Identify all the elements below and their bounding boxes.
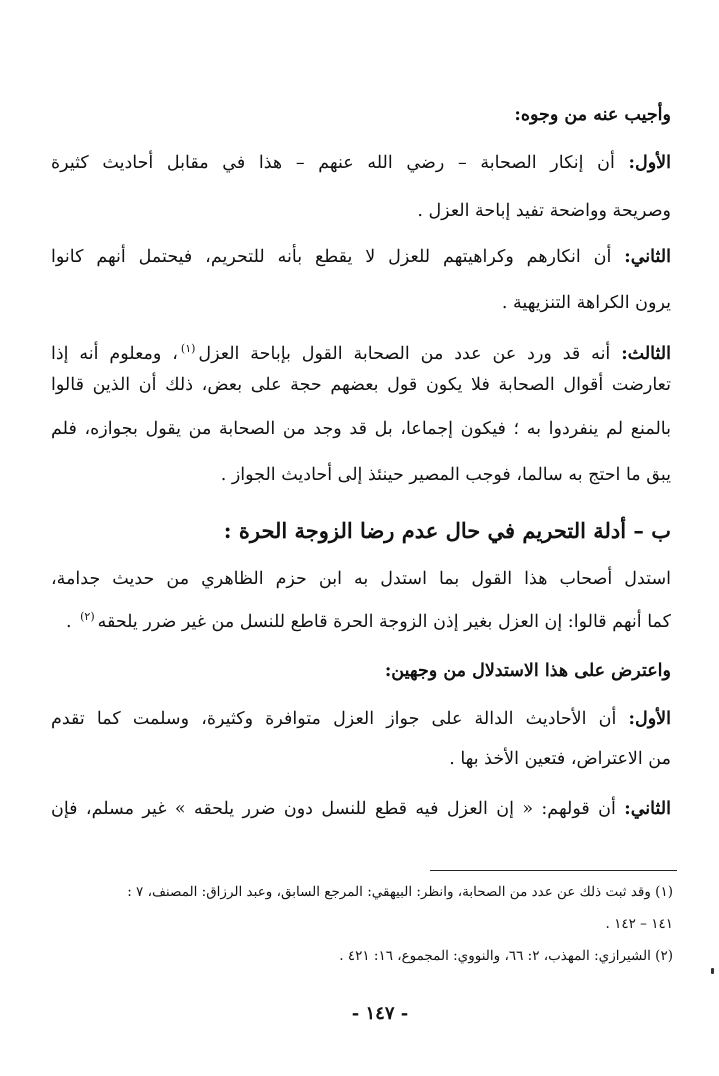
point3-text1a: أنه قد ورد عن عدد من الصحابة القول بإباحة العزل — [198, 343, 611, 364]
footnote-2: (٢) الشيرازي: المهذب، ٢: ٦٦، والنووي: المجموع، ١٦: ٤٢١ . — [339, 948, 673, 964]
point1-text1: أن إنكار الصحابة – رضي الله عنهم – هذا في مقابل أحاديث كثيرة — [51, 153, 615, 173]
footnote-ref-1[interactable]: (١) — [180, 342, 196, 355]
obj1-text1: أن الأحاديث الدالة على جواز العزل متوافرة وكثيرة، وسلمت كما تقدم — [51, 709, 617, 729]
point2-line2: يرون الكراهة التنزيهية . — [501, 293, 671, 313]
point1-line1 — [51, 148, 671, 178]
obj1-line1 — [51, 704, 671, 734]
obj2-label: الثاني: — [624, 799, 671, 819]
scan-mark — [711, 968, 714, 974]
obj1-line2: من الاعتراض، فتعين الأخذ بها . — [449, 749, 671, 769]
obj2-text1: أن قولهم: « إن العزل فيه قطع للنسل دون ضرر يلحقه » غير مسلم، فإن — [51, 799, 616, 819]
point2-text1: أن انكارهم وكراهيتهم للعزل لا يقطع بأنه للتحريم، فيحتمل أنهم كانوا — [51, 247, 612, 267]
point3-line2: تعارضت أقوال الصحابة فلا يكون قول بعضهم حجة على بعض، ذلك أن الذين قالوا — [51, 375, 671, 395]
objection-intro: واعترض على هذا الاستدلال من وجهين: — [384, 661, 671, 681]
argument-text2: كما أنهم قالوا: إن العزل بغير إذن الزوجة الحرة قاطع للنسل من غير ضرر يلحقه — [97, 611, 671, 632]
argument-line2 — [51, 602, 671, 632]
page-number: - ١٤٧ - — [351, 1003, 409, 1024]
intro-line: وأجيب عنه من وجوه: — [514, 105, 671, 125]
argument-line1: استدل أصحاب هذا القول بما استدل به ابن حزم الظاهري من حديث جدامة، — [51, 569, 671, 589]
point3-label: الثالث: — [621, 343, 671, 364]
point3-line1 — [51, 334, 671, 364]
point1-line2: وصريحة وواضحة تفيد إباحة العزل . — [417, 201, 671, 221]
point3-text1b: ، ومعلوم أنه إذا — [51, 343, 178, 364]
footnote-ref-2[interactable]: (٢) — [80, 610, 95, 623]
argument-end: . — [65, 611, 72, 632]
obj1-label: الأول: — [628, 709, 671, 729]
point2-label: الثاني: — [624, 247, 671, 267]
footnote-1-line2: ١٤١ – ١٤٢ . — [605, 916, 673, 932]
point3-line4: يبق ما احتج به سالما، فوجب المصير حينئذ إلى أحاديث الجواز . — [220, 465, 671, 485]
footnote-separator — [430, 870, 677, 871]
point1-label: الأول: — [628, 153, 671, 173]
footnote-1-line1: (١) وقد ثبت ذلك عن عدد من الصحابة، وانظر: البيهقي: المرجع السابق، وعبد الرزاق: المصنف، ٧ : — [127, 884, 673, 900]
point2-line1 — [51, 242, 671, 272]
section-heading: ب – أدلة التحريم في حال عدم رضا الزوجة الحرة : — [223, 518, 671, 543]
obj2-line1 — [51, 794, 671, 824]
point3-line3: بالمنع لم ينفردوا به ؛ فيكون إجماعا، بل قد وجد من الصحابة من يقول بجوازه، فلم — [51, 419, 671, 439]
